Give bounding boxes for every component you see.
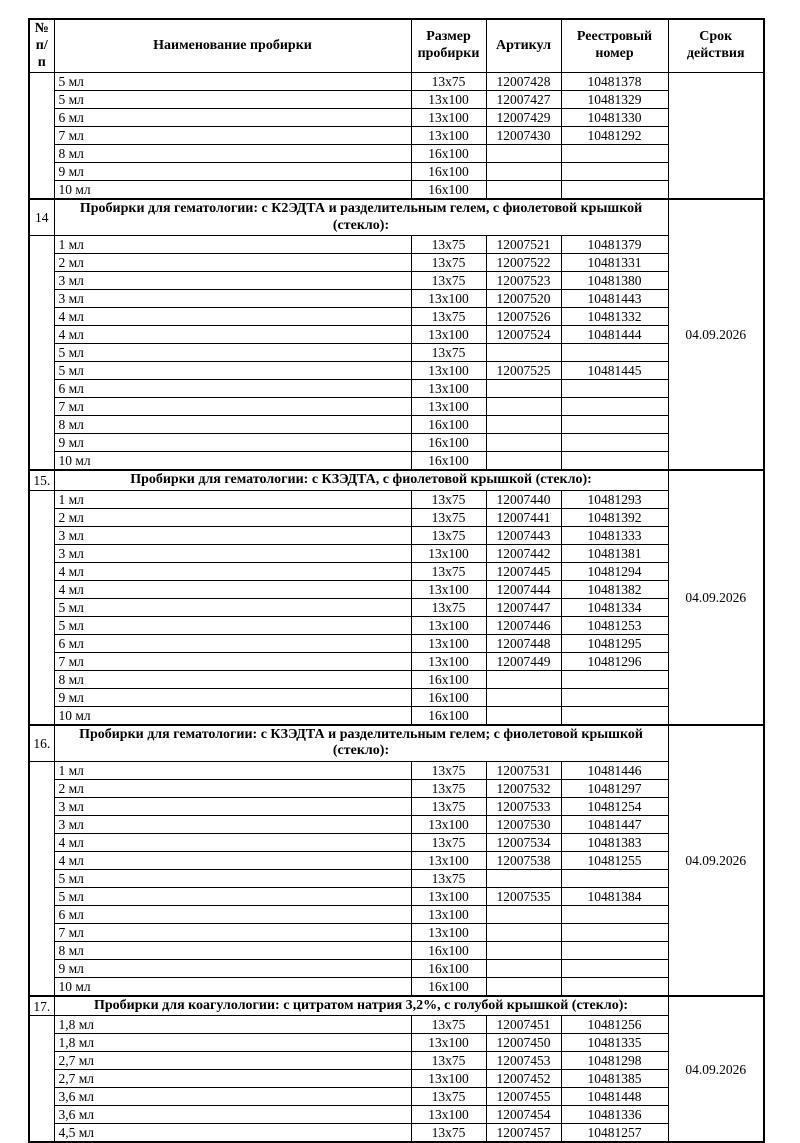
row-article-cell: 12007443 xyxy=(486,526,561,544)
row-article-cell: 12007526 xyxy=(486,308,561,326)
row-article-cell: 12007520 xyxy=(486,290,561,308)
row-reg-cell: 10481332 xyxy=(561,308,668,326)
row-name-cell: 2 мл xyxy=(54,508,411,526)
row-reg-cell: 10481447 xyxy=(561,815,668,833)
row-size-cell: 13x100 xyxy=(411,923,486,941)
row-name-cell: 5 мл xyxy=(54,362,411,380)
row-reg-cell xyxy=(561,398,668,416)
table-row xyxy=(29,416,764,434)
row-reg-cell xyxy=(561,959,668,977)
row-size-cell: 16x100 xyxy=(411,688,486,706)
row-size-cell: 13x75 xyxy=(411,508,486,526)
row-reg-cell: 10481444 xyxy=(561,326,668,344)
table-row xyxy=(29,344,764,362)
row-reg-cell xyxy=(561,434,668,452)
table-row xyxy=(29,580,764,598)
row-name-cell: 4,5 мл xyxy=(54,1124,411,1143)
row-name-cell: 1 мл xyxy=(54,236,411,254)
row-article-cell xyxy=(486,670,561,688)
row-article-cell: 12007450 xyxy=(486,1034,561,1052)
row-name-cell: 9 мл xyxy=(54,959,411,977)
row-article-cell: 12007446 xyxy=(486,616,561,634)
row-article-cell: 12007538 xyxy=(486,851,561,869)
row-size-cell: 16x100 xyxy=(411,452,486,471)
row-reg-cell xyxy=(561,688,668,706)
row-article-cell xyxy=(486,923,561,941)
row-reg-cell: 10481383 xyxy=(561,833,668,851)
row-name-cell: 6 мл xyxy=(54,634,411,652)
table-row xyxy=(29,490,764,508)
row-name-cell: 5 мл xyxy=(54,598,411,616)
row-article-cell xyxy=(486,416,561,434)
row-reg-cell: 10481298 xyxy=(561,1052,668,1070)
row-size-cell: 13x100 xyxy=(411,544,486,562)
row-article-cell: 12007449 xyxy=(486,652,561,670)
row-article-cell: 12007530 xyxy=(486,815,561,833)
row-reg-cell: 10481379 xyxy=(561,236,668,254)
row-article-cell xyxy=(486,163,561,181)
row-reg-cell: 10481293 xyxy=(561,490,668,508)
table-row xyxy=(29,127,764,145)
row-article-cell xyxy=(486,869,561,887)
row-article-cell: 12007445 xyxy=(486,562,561,580)
row-article-cell: 12007522 xyxy=(486,254,561,272)
section-term-cell: 04.09.2026 xyxy=(668,725,764,996)
row-size-cell: 13x75 xyxy=(411,1052,486,1070)
row-size-cell: 13x100 xyxy=(411,1070,486,1088)
table-row xyxy=(29,109,764,127)
row-article-cell xyxy=(486,905,561,923)
row-article-cell xyxy=(486,181,561,200)
row-reg-cell: 10481294 xyxy=(561,562,668,580)
table-row xyxy=(29,236,764,254)
row-reg-cell: 10481443 xyxy=(561,290,668,308)
header-row xyxy=(29,19,764,73)
row-article-cell: 12007444 xyxy=(486,580,561,598)
row-name-cell: 5 мл xyxy=(54,73,411,91)
section-title-cell: Пробирки для гематологии: с КЗЭДТА, с фиолетовой крышкой (стекло): xyxy=(54,470,668,490)
col-header-num: № п/п xyxy=(29,19,54,73)
section-title-cell: Пробирки для гематологии: с КЗЭДТА и разделительным гелем; с фиолетовой крышкой (стекло): xyxy=(54,725,668,762)
row-reg-cell: 10481335 xyxy=(561,1034,668,1052)
row-name-cell: 9 мл xyxy=(54,163,411,181)
row-reg-cell: 10481334 xyxy=(561,598,668,616)
row-name-cell: 10 мл xyxy=(54,706,411,725)
table-row xyxy=(29,959,764,977)
row-name-cell: 8 мл xyxy=(54,416,411,434)
row-size-cell: 13x100 xyxy=(411,905,486,923)
row-size-cell: 13x75 xyxy=(411,833,486,851)
row-article-cell xyxy=(486,145,561,163)
section-number-cell: 16. xyxy=(29,725,54,762)
row-size-cell: 16x100 xyxy=(411,959,486,977)
row-reg-cell: 10481330 xyxy=(561,109,668,127)
row-name-cell: 2 мл xyxy=(54,779,411,797)
section-header-row xyxy=(29,996,764,1016)
row-size-cell: 13x75 xyxy=(411,254,486,272)
row-name-cell: 3 мл xyxy=(54,544,411,562)
table-row xyxy=(29,1106,764,1124)
row-reg-cell: 10481380 xyxy=(561,272,668,290)
row-size-cell: 16x100 xyxy=(411,145,486,163)
row-name-cell: 7 мл xyxy=(54,398,411,416)
row-name-cell: 5 мл xyxy=(54,91,411,109)
row-size-cell: 13x100 xyxy=(411,652,486,670)
row-name-cell: 1,8 мл xyxy=(54,1016,411,1034)
row-reg-cell xyxy=(561,706,668,725)
table-row xyxy=(29,941,764,959)
row-reg-cell: 10481296 xyxy=(561,652,668,670)
row-reg-cell xyxy=(561,905,668,923)
row-group-number-cell xyxy=(29,490,54,725)
table-row xyxy=(29,362,764,380)
row-article-cell xyxy=(486,977,561,996)
row-reg-cell: 10481255 xyxy=(561,851,668,869)
row-name-cell: 7 мл xyxy=(54,127,411,145)
row-reg-cell xyxy=(561,344,668,362)
row-size-cell: 13x100 xyxy=(411,1034,486,1052)
row-size-cell: 13x75 xyxy=(411,869,486,887)
row-reg-cell xyxy=(561,869,668,887)
row-article-cell xyxy=(486,706,561,725)
table-row xyxy=(29,779,764,797)
row-reg-cell xyxy=(561,380,668,398)
row-size-cell: 13x100 xyxy=(411,380,486,398)
table-row xyxy=(29,923,764,941)
row-name-cell: 9 мл xyxy=(54,434,411,452)
row-name-cell: 10 мл xyxy=(54,977,411,996)
row-name-cell: 4 мл xyxy=(54,833,411,851)
table-row xyxy=(29,272,764,290)
row-name-cell: 9 мл xyxy=(54,688,411,706)
row-size-cell: 13x75 xyxy=(411,1088,486,1106)
table-row xyxy=(29,688,764,706)
row-name-cell: 6 мл xyxy=(54,380,411,398)
row-article-cell: 12007452 xyxy=(486,1070,561,1088)
col-header-article: Артикул xyxy=(486,19,561,73)
row-name-cell: 3 мл xyxy=(54,290,411,308)
row-size-cell: 16x100 xyxy=(411,181,486,200)
row-reg-cell xyxy=(561,163,668,181)
table-row xyxy=(29,308,764,326)
row-reg-cell: 10481378 xyxy=(561,73,668,91)
row-name-cell: 2,7 мл xyxy=(54,1070,411,1088)
table-row xyxy=(29,380,764,398)
row-article-cell xyxy=(486,688,561,706)
row-term-cell xyxy=(668,73,764,200)
table-row xyxy=(29,1124,764,1143)
col-header-size: Размер пробирки xyxy=(411,19,486,73)
section-term-cell: 04.09.2026 xyxy=(668,996,764,1143)
row-reg-cell: 10481392 xyxy=(561,508,668,526)
row-name-cell: 6 мл xyxy=(54,109,411,127)
table-row xyxy=(29,851,764,869)
row-size-cell: 13x75 xyxy=(411,73,486,91)
row-size-cell: 13x100 xyxy=(411,616,486,634)
row-article-cell xyxy=(486,959,561,977)
row-size-cell: 13x100 xyxy=(411,887,486,905)
row-article-cell: 12007430 xyxy=(486,127,561,145)
row-reg-cell xyxy=(561,977,668,996)
row-size-cell: 13x100 xyxy=(411,109,486,127)
table-body xyxy=(29,73,764,1143)
row-size-cell: 13x75 xyxy=(411,344,486,362)
row-article-cell: 12007441 xyxy=(486,508,561,526)
table-row xyxy=(29,887,764,905)
row-name-cell: 3 мл xyxy=(54,272,411,290)
row-name-cell: 8 мл xyxy=(54,941,411,959)
row-size-cell: 13x100 xyxy=(411,398,486,416)
row-article-cell xyxy=(486,398,561,416)
table-row xyxy=(29,833,764,851)
section-number-cell: 14 xyxy=(29,199,54,236)
row-name-cell: 5 мл xyxy=(54,887,411,905)
row-name-cell: 5 мл xyxy=(54,616,411,634)
row-size-cell: 16x100 xyxy=(411,706,486,725)
row-article-cell: 12007453 xyxy=(486,1052,561,1070)
row-size-cell: 16x100 xyxy=(411,416,486,434)
row-article-cell: 12007534 xyxy=(486,833,561,851)
row-article-cell: 12007532 xyxy=(486,779,561,797)
table-row xyxy=(29,815,764,833)
row-article-cell: 12007533 xyxy=(486,797,561,815)
table-row xyxy=(29,562,764,580)
row-name-cell: 4 мл xyxy=(54,580,411,598)
section-header-row xyxy=(29,725,764,762)
row-name-cell: 1 мл xyxy=(54,761,411,779)
row-article-cell: 12007447 xyxy=(486,598,561,616)
row-size-cell: 13x75 xyxy=(411,797,486,815)
row-reg-cell xyxy=(561,941,668,959)
row-name-cell: 10 мл xyxy=(54,452,411,471)
table-row xyxy=(29,1034,764,1052)
row-group-number-cell xyxy=(29,761,54,996)
row-reg-cell: 10481253 xyxy=(561,616,668,634)
row-size-cell: 13x75 xyxy=(411,761,486,779)
section-title-cell: Пробирки для гематологии: с К2ЭДТА и разделительным гелем, с фиолетовой крышкой (стекло): xyxy=(54,199,668,236)
table-row xyxy=(29,145,764,163)
row-size-cell: 13x75 xyxy=(411,1016,486,1034)
row-reg-cell: 10481448 xyxy=(561,1088,668,1106)
row-reg-cell: 10481256 xyxy=(561,1016,668,1034)
row-reg-cell: 10481333 xyxy=(561,526,668,544)
section-header-row xyxy=(29,470,764,490)
row-name-cell: 7 мл xyxy=(54,923,411,941)
row-article-cell: 12007442 xyxy=(486,544,561,562)
row-size-cell: 13x75 xyxy=(411,562,486,580)
row-size-cell: 13x100 xyxy=(411,580,486,598)
row-reg-cell: 10481446 xyxy=(561,761,668,779)
col-header-reg: Реестровый номер xyxy=(561,19,668,73)
row-size-cell: 16x100 xyxy=(411,434,486,452)
row-name-cell: 8 мл xyxy=(54,145,411,163)
row-size-cell: 16x100 xyxy=(411,163,486,181)
row-name-cell: 3,6 мл xyxy=(54,1106,411,1124)
row-name-cell: 4 мл xyxy=(54,851,411,869)
table-row xyxy=(29,544,764,562)
row-article-cell: 12007440 xyxy=(486,490,561,508)
row-reg-cell: 10481382 xyxy=(561,580,668,598)
row-size-cell: 13x100 xyxy=(411,1106,486,1124)
row-name-cell: 4 мл xyxy=(54,562,411,580)
row-article-cell xyxy=(486,380,561,398)
table-row xyxy=(29,73,764,91)
row-article-cell: 12007448 xyxy=(486,634,561,652)
row-size-cell: 13x75 xyxy=(411,236,486,254)
row-article-cell: 12007531 xyxy=(486,761,561,779)
table-row xyxy=(29,434,764,452)
row-reg-cell xyxy=(561,145,668,163)
row-size-cell: 13x100 xyxy=(411,362,486,380)
row-article-cell: 12007521 xyxy=(486,236,561,254)
row-size-cell: 13x75 xyxy=(411,526,486,544)
table-row xyxy=(29,706,764,725)
row-group-number-cell xyxy=(29,236,54,471)
section-number-cell: 17. xyxy=(29,996,54,1016)
section-header-row xyxy=(29,199,764,236)
table-row xyxy=(29,1088,764,1106)
row-name-cell: 3,6 мл xyxy=(54,1088,411,1106)
table-row xyxy=(29,508,764,526)
table-row xyxy=(29,91,764,109)
table-row xyxy=(29,181,764,200)
table-row xyxy=(29,398,764,416)
row-size-cell: 13x75 xyxy=(411,1124,486,1143)
row-reg-cell: 10481385 xyxy=(561,1070,668,1088)
section-term-cell: 04.09.2026 xyxy=(668,470,764,725)
row-size-cell: 13x100 xyxy=(411,851,486,869)
row-reg-cell: 10481445 xyxy=(561,362,668,380)
row-article-cell: 12007429 xyxy=(486,109,561,127)
table-row xyxy=(29,761,764,779)
row-reg-cell xyxy=(561,452,668,471)
row-size-cell: 13x75 xyxy=(411,779,486,797)
row-size-cell: 13x75 xyxy=(411,490,486,508)
row-name-cell: 5 мл xyxy=(54,344,411,362)
row-reg-cell xyxy=(561,181,668,200)
table-row xyxy=(29,634,764,652)
row-article-cell: 12007451 xyxy=(486,1016,561,1034)
row-name-cell: 3 мл xyxy=(54,797,411,815)
section-title-cell: Пробирки для коагулологии: с цитратом натрия 3,2%, с голубой крышкой (стекло): xyxy=(54,996,668,1016)
table-row xyxy=(29,977,764,996)
row-reg-cell xyxy=(561,416,668,434)
row-article-cell: 12007524 xyxy=(486,326,561,344)
row-reg-cell: 10481292 xyxy=(561,127,668,145)
table-row xyxy=(29,1070,764,1088)
table-row xyxy=(29,652,764,670)
row-name-cell: 4 мл xyxy=(54,308,411,326)
row-article-cell: 12007523 xyxy=(486,272,561,290)
row-article-cell xyxy=(486,434,561,452)
row-name-cell: 8 мл xyxy=(54,670,411,688)
table-row xyxy=(29,1016,764,1034)
row-name-cell: 1,8 мл xyxy=(54,1034,411,1052)
table-row xyxy=(29,670,764,688)
col-header-name: Наименование пробирки xyxy=(54,19,411,73)
row-size-cell: 13x100 xyxy=(411,815,486,833)
row-reg-cell: 10481384 xyxy=(561,887,668,905)
row-size-cell: 13x100 xyxy=(411,127,486,145)
row-name-cell: 7 мл xyxy=(54,652,411,670)
row-reg-cell: 10481295 xyxy=(561,634,668,652)
row-name-cell: 6 мл xyxy=(54,905,411,923)
row-article-cell: 12007455 xyxy=(486,1088,561,1106)
row-size-cell: 13x100 xyxy=(411,91,486,109)
section-term-cell: 04.09.2026 xyxy=(668,199,764,470)
col-header-term: Срок действия xyxy=(668,19,764,73)
table-row xyxy=(29,797,764,815)
table-row xyxy=(29,869,764,887)
row-article-cell: 12007525 xyxy=(486,362,561,380)
row-size-cell: 16x100 xyxy=(411,941,486,959)
row-reg-cell xyxy=(561,670,668,688)
row-group-number-cell xyxy=(29,1016,54,1143)
table-row xyxy=(29,905,764,923)
row-size-cell: 13x75 xyxy=(411,308,486,326)
row-reg-cell: 10481331 xyxy=(561,254,668,272)
section-number-cell: 15. xyxy=(29,470,54,490)
row-article-cell: 12007454 xyxy=(486,1106,561,1124)
row-name-cell: 2 мл xyxy=(54,254,411,272)
row-article-cell: 12007535 xyxy=(486,887,561,905)
row-size-cell: 16x100 xyxy=(411,977,486,996)
row-reg-cell: 10481329 xyxy=(561,91,668,109)
row-size-cell: 13x100 xyxy=(411,634,486,652)
table-row xyxy=(29,254,764,272)
tube-table xyxy=(28,18,765,1143)
row-article-cell: 12007428 xyxy=(486,73,561,91)
table-row xyxy=(29,452,764,471)
row-name-cell: 4 мл xyxy=(54,326,411,344)
table-row xyxy=(29,598,764,616)
row-reg-cell: 10481336 xyxy=(561,1106,668,1124)
row-name-cell: 3 мл xyxy=(54,815,411,833)
row-size-cell: 13x100 xyxy=(411,326,486,344)
row-reg-cell: 10481297 xyxy=(561,779,668,797)
row-size-cell: 13x100 xyxy=(411,290,486,308)
row-size-cell: 16x100 xyxy=(411,670,486,688)
row-reg-cell: 10481254 xyxy=(561,797,668,815)
table-row xyxy=(29,1052,764,1070)
row-name-cell: 5 мл xyxy=(54,869,411,887)
row-article-cell: 12007457 xyxy=(486,1124,561,1143)
table-row xyxy=(29,163,764,181)
row-name-cell: 1 мл xyxy=(54,490,411,508)
row-size-cell: 13x75 xyxy=(411,598,486,616)
row-article-cell: 12007427 xyxy=(486,91,561,109)
table-row xyxy=(29,616,764,634)
row-name-cell: 3 мл xyxy=(54,526,411,544)
row-reg-cell: 10481257 xyxy=(561,1124,668,1143)
row-article-cell xyxy=(486,941,561,959)
table-row xyxy=(29,290,764,308)
row-name-cell: 10 мл xyxy=(54,181,411,200)
row-group-number-cell xyxy=(29,73,54,200)
row-article-cell xyxy=(486,344,561,362)
row-name-cell: 2,7 мл xyxy=(54,1052,411,1070)
row-size-cell: 13x75 xyxy=(411,272,486,290)
table-row xyxy=(29,326,764,344)
row-article-cell xyxy=(486,452,561,471)
table-row xyxy=(29,526,764,544)
row-reg-cell: 10481381 xyxy=(561,544,668,562)
row-reg-cell xyxy=(561,923,668,941)
